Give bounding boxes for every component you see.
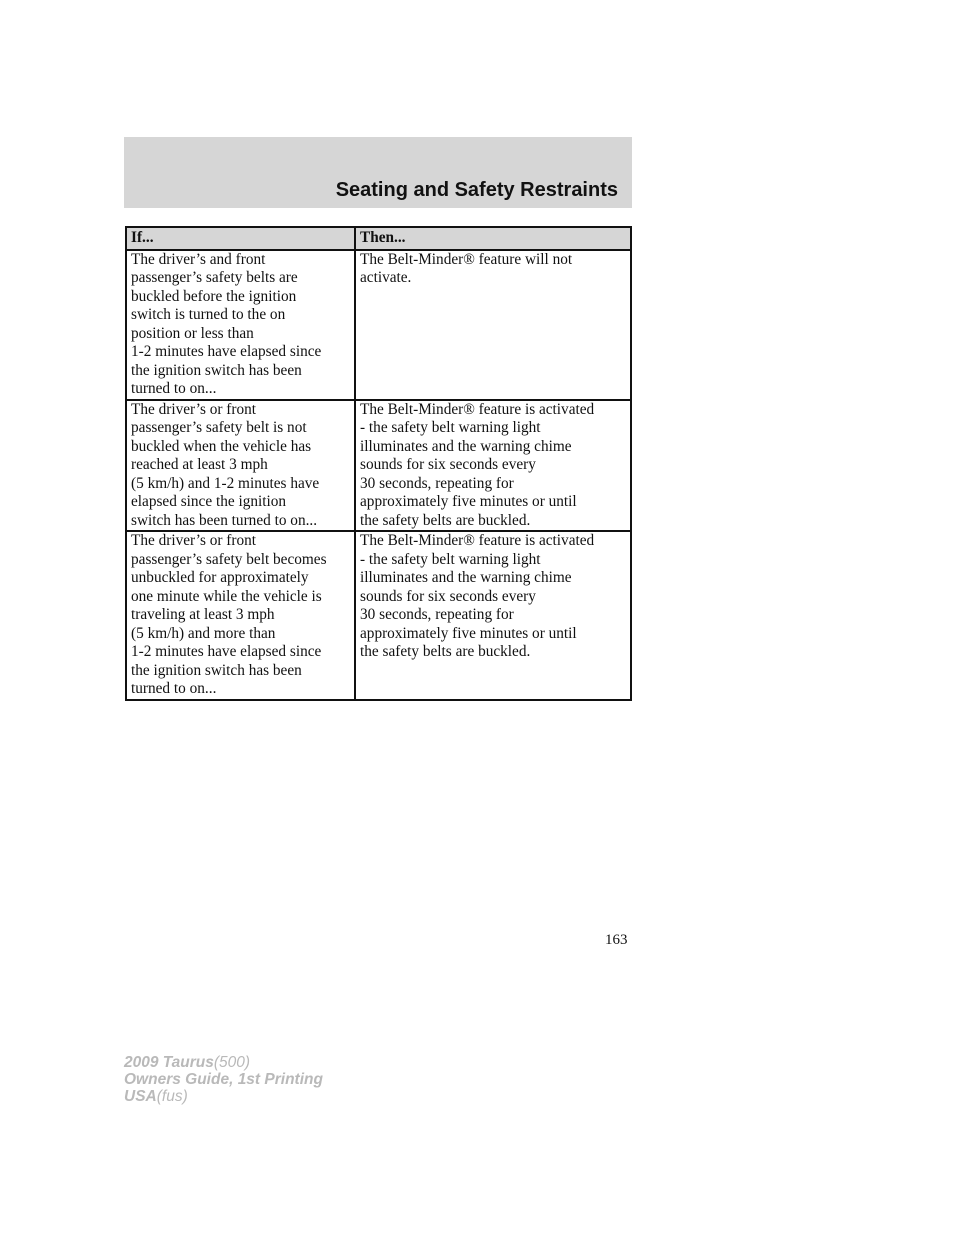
result-cell (355, 250, 631, 400)
result-line: the safety belts are buckled. (360, 643, 531, 660)
result-line: 30 seconds, repeating for (360, 606, 514, 623)
condition-line: passenger’s safety belt is not (131, 419, 307, 436)
footer-market-code: (fus) (156, 1088, 188, 1105)
footer-line-printing: Owners Guide, 1st Printing (124, 1071, 323, 1088)
result-line: illuminates and the warning chime (360, 437, 572, 455)
condition-line: 1-2 minutes have elapsed since (131, 343, 322, 360)
condition-line: switch is turned to the on (131, 306, 286, 323)
condition-line: position or less than (131, 324, 254, 342)
condition-line: turned to on... (131, 680, 217, 697)
result-line: 30 seconds, repeating for (360, 474, 514, 492)
footer-line-model (124, 1054, 323, 1071)
condition-line: passenger’s safety belt becomes (131, 550, 327, 568)
section-header-band (124, 137, 632, 208)
page-number: 163 (605, 932, 628, 948)
column-header-then: Then... (355, 227, 631, 250)
result-cell (355, 531, 631, 700)
section-title: Seating and Safety Restraints (335, 179, 618, 201)
result-cell (355, 400, 631, 532)
footer-line-market (124, 1088, 323, 1105)
condition-cell (126, 531, 355, 700)
condition-line: The driver’s and front (131, 250, 266, 268)
condition-line: passenger’s safety belts are (131, 269, 298, 286)
condition-line: the ignition switch has been (131, 661, 302, 679)
result-line: The Belt-Minder® feature is activated (360, 532, 595, 549)
condition-cell (126, 400, 355, 532)
footer-market-name: USA (124, 1088, 157, 1105)
result-line: - the safety belt warning light (360, 419, 541, 436)
condition-line: the ignition switch has been (131, 361, 302, 379)
condition-cell (126, 250, 355, 400)
footer-model-code: (500) (213, 1054, 251, 1071)
condition-line: buckled before the ignition (131, 287, 297, 305)
condition-line: (5 km/h) and 1-2 minutes have (131, 474, 320, 492)
print-footer (124, 1054, 323, 1105)
belt-minder-table (125, 226, 632, 701)
condition-line: 1-2 minutes have elapsed since (131, 643, 322, 660)
result-line: illuminates and the warning chime (360, 569, 572, 586)
condition-line: switch has been turned to on... (131, 511, 318, 529)
condition-line: unbuckled for approximately (131, 569, 309, 586)
condition-line: The driver’s or front (131, 400, 257, 418)
result-line: approximately five minutes or until (360, 624, 577, 642)
condition-line: reached at least 3 mph (131, 456, 268, 473)
result-line: The Belt-Minder® feature is activated (360, 400, 595, 418)
column-header-if: If... (126, 227, 355, 250)
result-line: sounds for six seconds every (360, 456, 536, 473)
footer-model-name: 2009 Taurus (124, 1054, 214, 1071)
table-row (126, 531, 631, 700)
condition-line: elapsed since the ignition (131, 493, 287, 510)
table-row (126, 400, 631, 532)
table-row (126, 250, 631, 400)
table-header-row (126, 227, 631, 250)
result-line: activate. (360, 269, 412, 286)
result-line: approximately five minutes or until (360, 493, 577, 510)
condition-line: turned to on... (131, 380, 217, 397)
condition-line: one minute while the vehicle is (131, 587, 322, 605)
result-line: sounds for six seconds every (360, 587, 536, 605)
result-line: The Belt-Minder® feature will not (360, 250, 573, 268)
condition-line: traveling at least 3 mph (131, 606, 275, 623)
result-line: - the safety belt warning light (360, 550, 541, 568)
condition-line: buckled when the vehicle has (131, 437, 312, 455)
condition-line: The driver’s or front (131, 532, 257, 549)
result-line: the safety belts are buckled. (360, 511, 531, 529)
condition-line: (5 km/h) and more than (131, 624, 276, 642)
